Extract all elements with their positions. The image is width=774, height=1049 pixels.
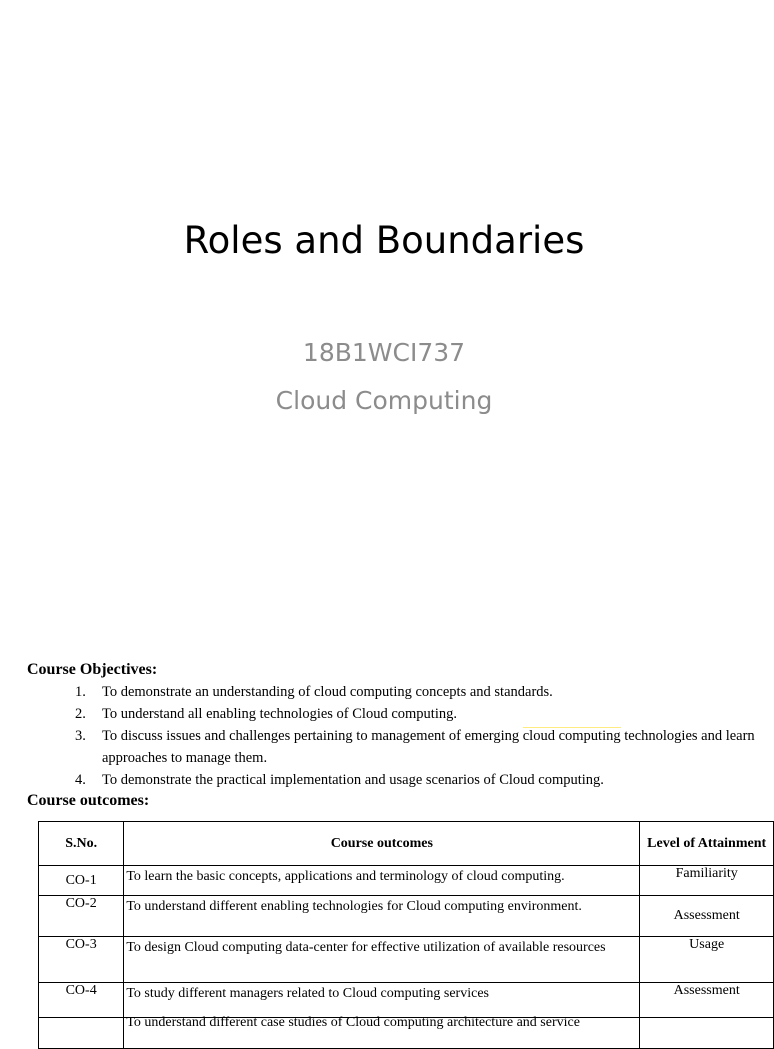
table-row bbox=[39, 1018, 774, 1049]
outcomes-heading: Course outcomes: bbox=[27, 792, 150, 809]
cut-off-text: To understand different case studies of Cloud computing architecture and service bbox=[126, 1015, 580, 1030]
objectives-list bbox=[75, 681, 755, 791]
row-level: Familiarity bbox=[640, 866, 774, 896]
row-sno: CO-3 bbox=[39, 937, 124, 983]
row-outcome: To study different managers related to Cloud computing services bbox=[124, 983, 640, 1018]
table-row bbox=[39, 866, 774, 896]
header-outcomes: Course outcomes bbox=[124, 822, 640, 866]
objective-number: 1. bbox=[75, 684, 86, 700]
objectives-heading: Course Objectives: bbox=[27, 661, 158, 678]
course-code: 18B1WCI737 bbox=[302, 338, 466, 367]
row-sno: CO-4 bbox=[39, 983, 124, 1018]
course-name: Cloud Computing bbox=[275, 386, 493, 415]
row-level: Assessment bbox=[640, 983, 774, 1018]
row-sno: CO-1 bbox=[39, 866, 124, 896]
row-level bbox=[640, 1018, 774, 1049]
header-level: Level of Attainment bbox=[640, 822, 774, 866]
row-outcome: To learn the basic concepts, applications and terminology of cloud computing. bbox=[124, 866, 640, 896]
row-sno bbox=[39, 1018, 124, 1049]
objective-text: To understand all enabling technologies of Cloud computing. bbox=[102, 706, 457, 722]
table-header-row bbox=[39, 822, 774, 866]
objective-item bbox=[75, 703, 755, 725]
row-level: Usage bbox=[640, 937, 774, 983]
objective-text-part: technologies and learn approaches to manage them. bbox=[102, 728, 755, 766]
objective-item bbox=[75, 769, 755, 791]
outcomes-table bbox=[38, 821, 774, 1049]
objective-number: 4. bbox=[75, 772, 86, 788]
highlighted-text: cloud computing bbox=[522, 728, 621, 744]
objective-text-part: To discuss issues and challenges pertaining to management of emerging bbox=[102, 728, 523, 744]
row-level: Assessment bbox=[640, 896, 774, 937]
objective-item bbox=[75, 681, 755, 703]
objective-number: 3. bbox=[75, 728, 86, 744]
row-sno: CO-2 bbox=[39, 896, 124, 937]
slide-title: Roles and Boundaries bbox=[183, 219, 585, 262]
objective-number: 2. bbox=[75, 706, 86, 722]
objective-text: To demonstrate an understanding of cloud computing concepts and standards. bbox=[102, 684, 553, 700]
objective-text bbox=[102, 727, 755, 766]
table-row bbox=[39, 937, 774, 983]
objective-item bbox=[75, 725, 755, 769]
row-outcome bbox=[124, 1015, 640, 1049]
objective-text: To demonstrate the practical implementation and usage scenarios of Cloud computing. bbox=[102, 772, 604, 788]
header-sno: S.No. bbox=[39, 822, 124, 866]
row-outcome: To design Cloud computing data-center for effective utilization of available resources bbox=[124, 937, 640, 983]
row-outcome: To understand different enabling technologies for Cloud computing environment. bbox=[124, 896, 640, 937]
table-row bbox=[39, 896, 774, 937]
syllabus-page bbox=[0, 648, 768, 1030]
